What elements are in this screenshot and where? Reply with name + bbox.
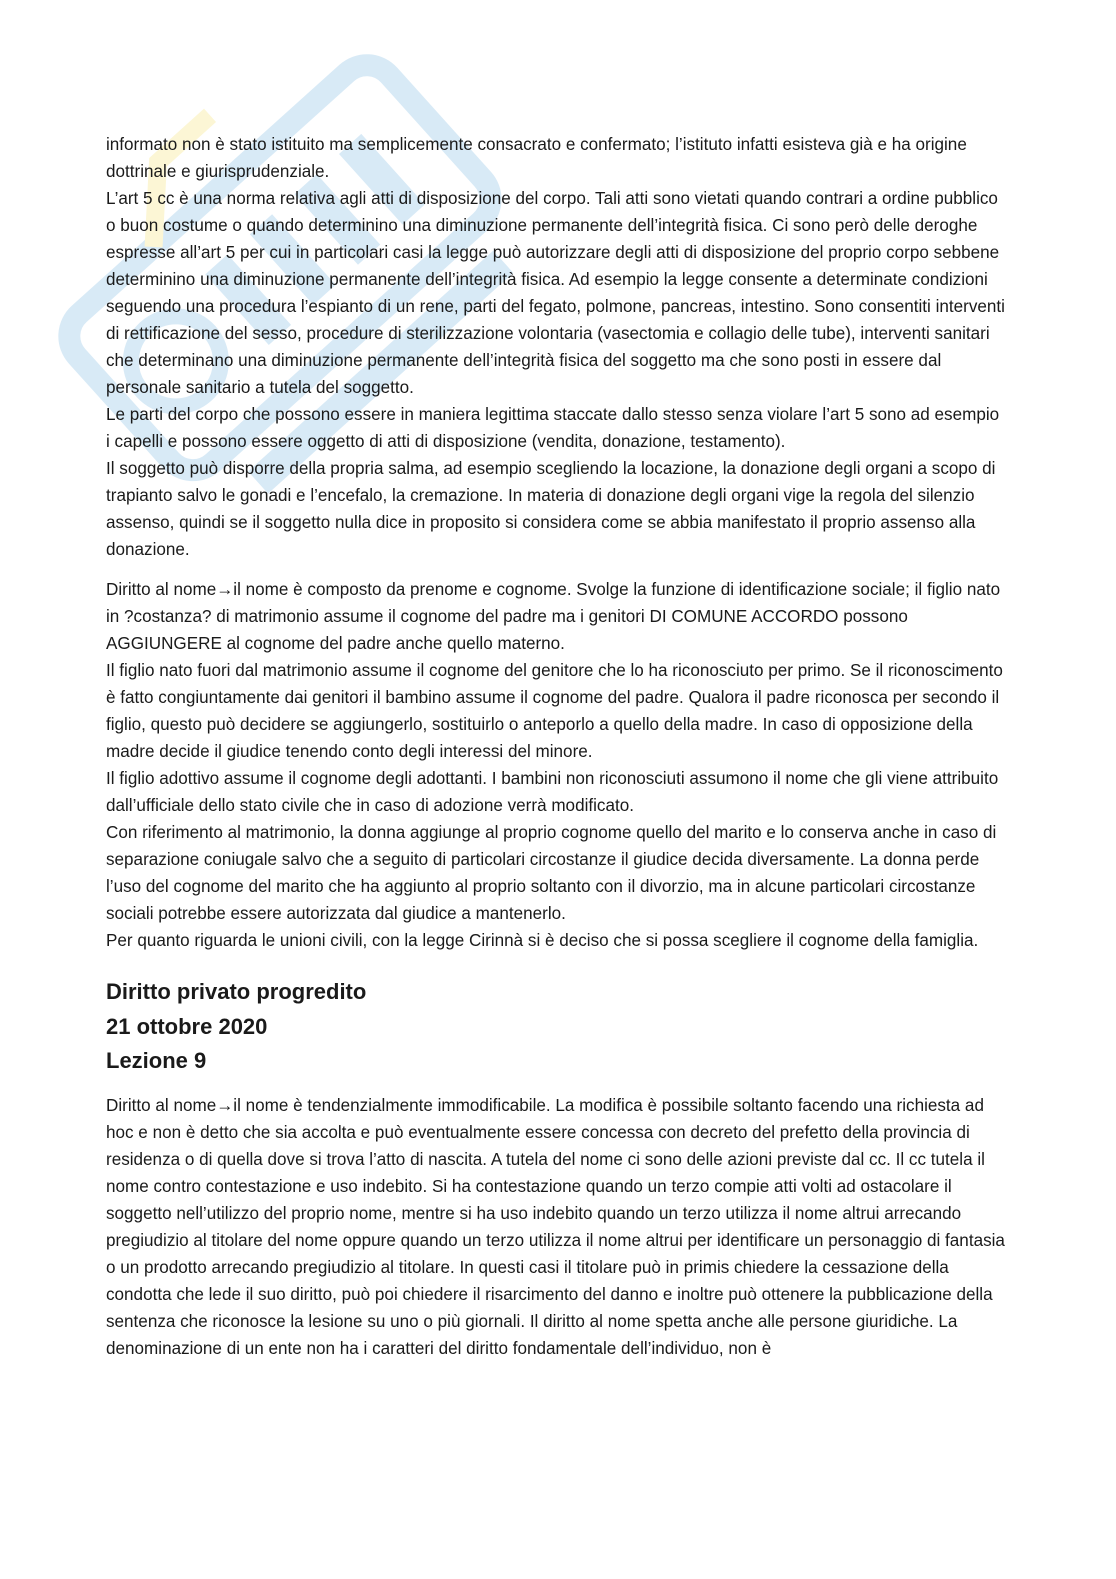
paragraph-art5: L’art 5 cc è una norma relativa agli atti di disposizione del corpo. Tali atti sono vietati quando contrari a ordine pubblico o buon costume o quando determinino una diminuzione permanente dell’integrità fisica. Ci sono però delle deroghe espresse all’art 5 per cui in particolari casi la legge può autorizzare degli atti di disposizione del proprio corpo sebbene determinino una diminuzione permanente dell’integrità fisica. Ad esempio la legge consente a determinate condizioni seguendo una procedura l’espianto di un rene, parti del fegato, polmone, pancreas, intestino. Sono consentiti interventi di rettificazione del sesso, procedure di sterilizzazione volontaria (vasectomia e collagio delle tube), interventi sanitari che determinano una diminuzione permanente dell’integrità fisica del soggetto ma che sono posti in essere dal personale sanitario a tutela del soggetto. xyxy=(106,189,1005,397)
paragraph-figlio-adottivo: Il figlio adottivo assume il cognome degli adottanti. I bambini non riconosciuti assumono il nome che gli viene attribuito dall’ufficiale dello stato civile che in caso di adozione verrà modificato. xyxy=(106,769,999,815)
course-title: Diritto privato progredito xyxy=(106,979,367,1004)
paragraph-diritto-nome: Diritto al nome→il nome è composto da prenome e cognome. Svolge la funzione di identificazione sociale; il figlio nato in ?costanza? di matrimonio assume il cognome del padre ma i genitori DI COMUNE ACCORDO possono AGGIUNGERE al cognome del padre anche quello materno. xyxy=(106,580,1001,653)
paragraph-parti-corpo: Le parti del corpo che possono essere in maniera legittima staccate dallo stesso senza violare l’art 5 sono ad esempio i capelli e possono essere oggetto di atti di disposizione (vendita, donazione, testamento). xyxy=(106,405,1000,451)
lesson-date: 21 ottobre 2020 xyxy=(106,1013,268,1039)
document-body xyxy=(106,131,1006,1362)
paragraph-unioni-civili: Per quanto riguarda le unioni civili, con la legge Cirinnà si è deciso che si possa scegliere il cognome della famiglia. xyxy=(106,931,979,950)
paragraph-nome-immodificabile: Diritto al nome→il nome è tendenzialmente immodificabile. La modifica è possibile soltanto facendo una richiesta ad hoc e non è detto che sia accolta e può eventualmente essere concessa con decreto del prefetto della provincia di residenza o di quella dove si trova l’atto di nascita. A tutela del nome ci sono delle azioni previste dal cc. Il cc tutela il nome contro contestazione e uso indebito. Si ha contestazione quando un terzo compie atti volti ad ostacolare il soggetto nell’utilizzo del proprio nome, mentre si ha uso indebito quando un terzo utilizza il nome altrui arrecando pregiudizio al titolare del nome oppure quando un terzo utilizza il nome altrui per identificare un personaggio di fantasia o un prodotto arrecando pregiudizio al titolare. In questi casi il titolare può in primis chiedere la cessazione della condotta che lede il suo diritto, può poi chiedere il risarcimento del danno e inoltre può ottenere la pubblicazione della sentenza che riconosce la lesione su uno o più giornali. Il diritto al nome spetta anche alle persone giuridiche. La denominazione di un ente non ha i caratteri del diritto fondamentale dell’individuo, non è xyxy=(106,1095,1005,1358)
paragraph-informato: informato non è stato istituito ma semplicemente consacrato e confermato; l’istituto infatti esisteva già e ha origine dottrinale e giurisprudenziale. xyxy=(106,135,967,181)
paragraph-matrimonio: Con riferimento al matrimonio, la donna aggiunge al proprio cognome quello del marito e lo conserva anche in caso di separazione coniugale salvo che a seguito di particolari circostanze il giudice decida diversamente. La donna perde l’uso del cognome del marito che ha aggiunto al proprio soltanto con il divorzio, ma in alcune particolari circostanze sociali potrebbe essere autorizzata dal giudice a mantenerlo. xyxy=(106,823,997,923)
lesson-number: Lezione 9 xyxy=(106,1048,207,1073)
lesson-heading xyxy=(106,975,1006,1079)
paragraph-figlio-fuori: Il figlio nato fuori dal matrimonio assume il cognome del genitore che lo ha riconosciuto per primo. Se il riconoscimento è fatto congiuntamente dai genitori il bambino assume il cognome del padre. Qualora il padre riconosca per secondo il figlio, questo può decidere se aggiungerlo, sostituirlo o anteporlo a quello della madre. In caso di opposizione della madre decide il giudice tenendo conto degli interessi del minore. xyxy=(106,661,1003,761)
paragraph-salma: Il soggetto può disporre della propria salma, ad esempio scegliendo la locazione, la donazione degli organi a scopo di trapianto salvo le gonadi e l’encefalo, la cremazione. In materia di donazione degli organi vige la regola del silenzio assenso, quindi se il soggetto nulla dice in proposito si considera come se abbia manifestato il proprio assenso alla donazione. xyxy=(106,459,996,559)
